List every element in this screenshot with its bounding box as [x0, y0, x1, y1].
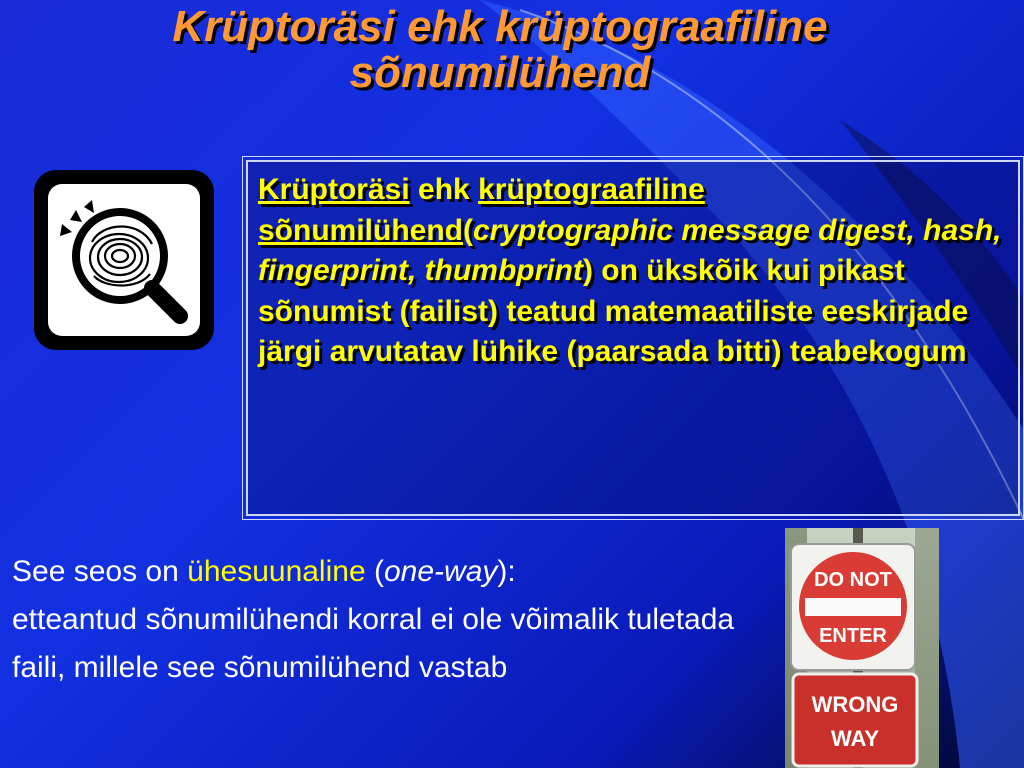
definition-body: on ükskõik kui pikast sõnumist (failist) teatud matemaatiliste eeskirjade järgi arvutatav lühike (paarsada bitti) teabekogum — [258, 254, 969, 368]
definition-connector: ehk — [418, 173, 470, 206]
term-kruptorasi: Krüptoräsi — [258, 173, 410, 206]
fingerprint-icon — [48, 184, 200, 336]
definition-open-paren: ( — [463, 213, 473, 247]
note-prefix: See seos on — [12, 555, 179, 588]
term-kruptograafiline: krüptograafiline — [478, 173, 705, 206]
road-signs-photo — [785, 528, 939, 768]
icon-background — [48, 184, 200, 336]
one-way-note — [12, 548, 772, 692]
magnifier-fingerprint-icon — [34, 170, 214, 350]
sign2-line2: WAY — [830, 726, 880, 751]
note-open-paren: ( — [373, 555, 384, 588]
title-line-2: sõnumilühend — [349, 48, 651, 97]
note-close-paren: ): — [497, 555, 516, 588]
slide-title — [0, 0, 1000, 96]
definition-text — [258, 170, 1008, 373]
sign1-line1: DO NOT — [814, 569, 892, 591]
note-highlight: ühesuunaline — [187, 555, 366, 588]
sign1-line2: ENTER — [819, 625, 887, 647]
title-line-1: Krüptoräsi ehk krüptograafiline — [172, 2, 828, 51]
note-english: one-way — [383, 555, 498, 588]
definition-close-paren: ) — [582, 254, 593, 287]
note-body: etteantud sõnumilühendi korral ei ole võimalik tuletada faili, millele see sõnumilühend vastab — [12, 603, 735, 684]
definition-english: cryptographic message digest, hash, fingerprint, thumbprint — [258, 213, 1002, 287]
term-sonumiluhend: sõnumilühend — [258, 213, 463, 247]
sign2-line1: WRONG — [811, 692, 899, 717]
